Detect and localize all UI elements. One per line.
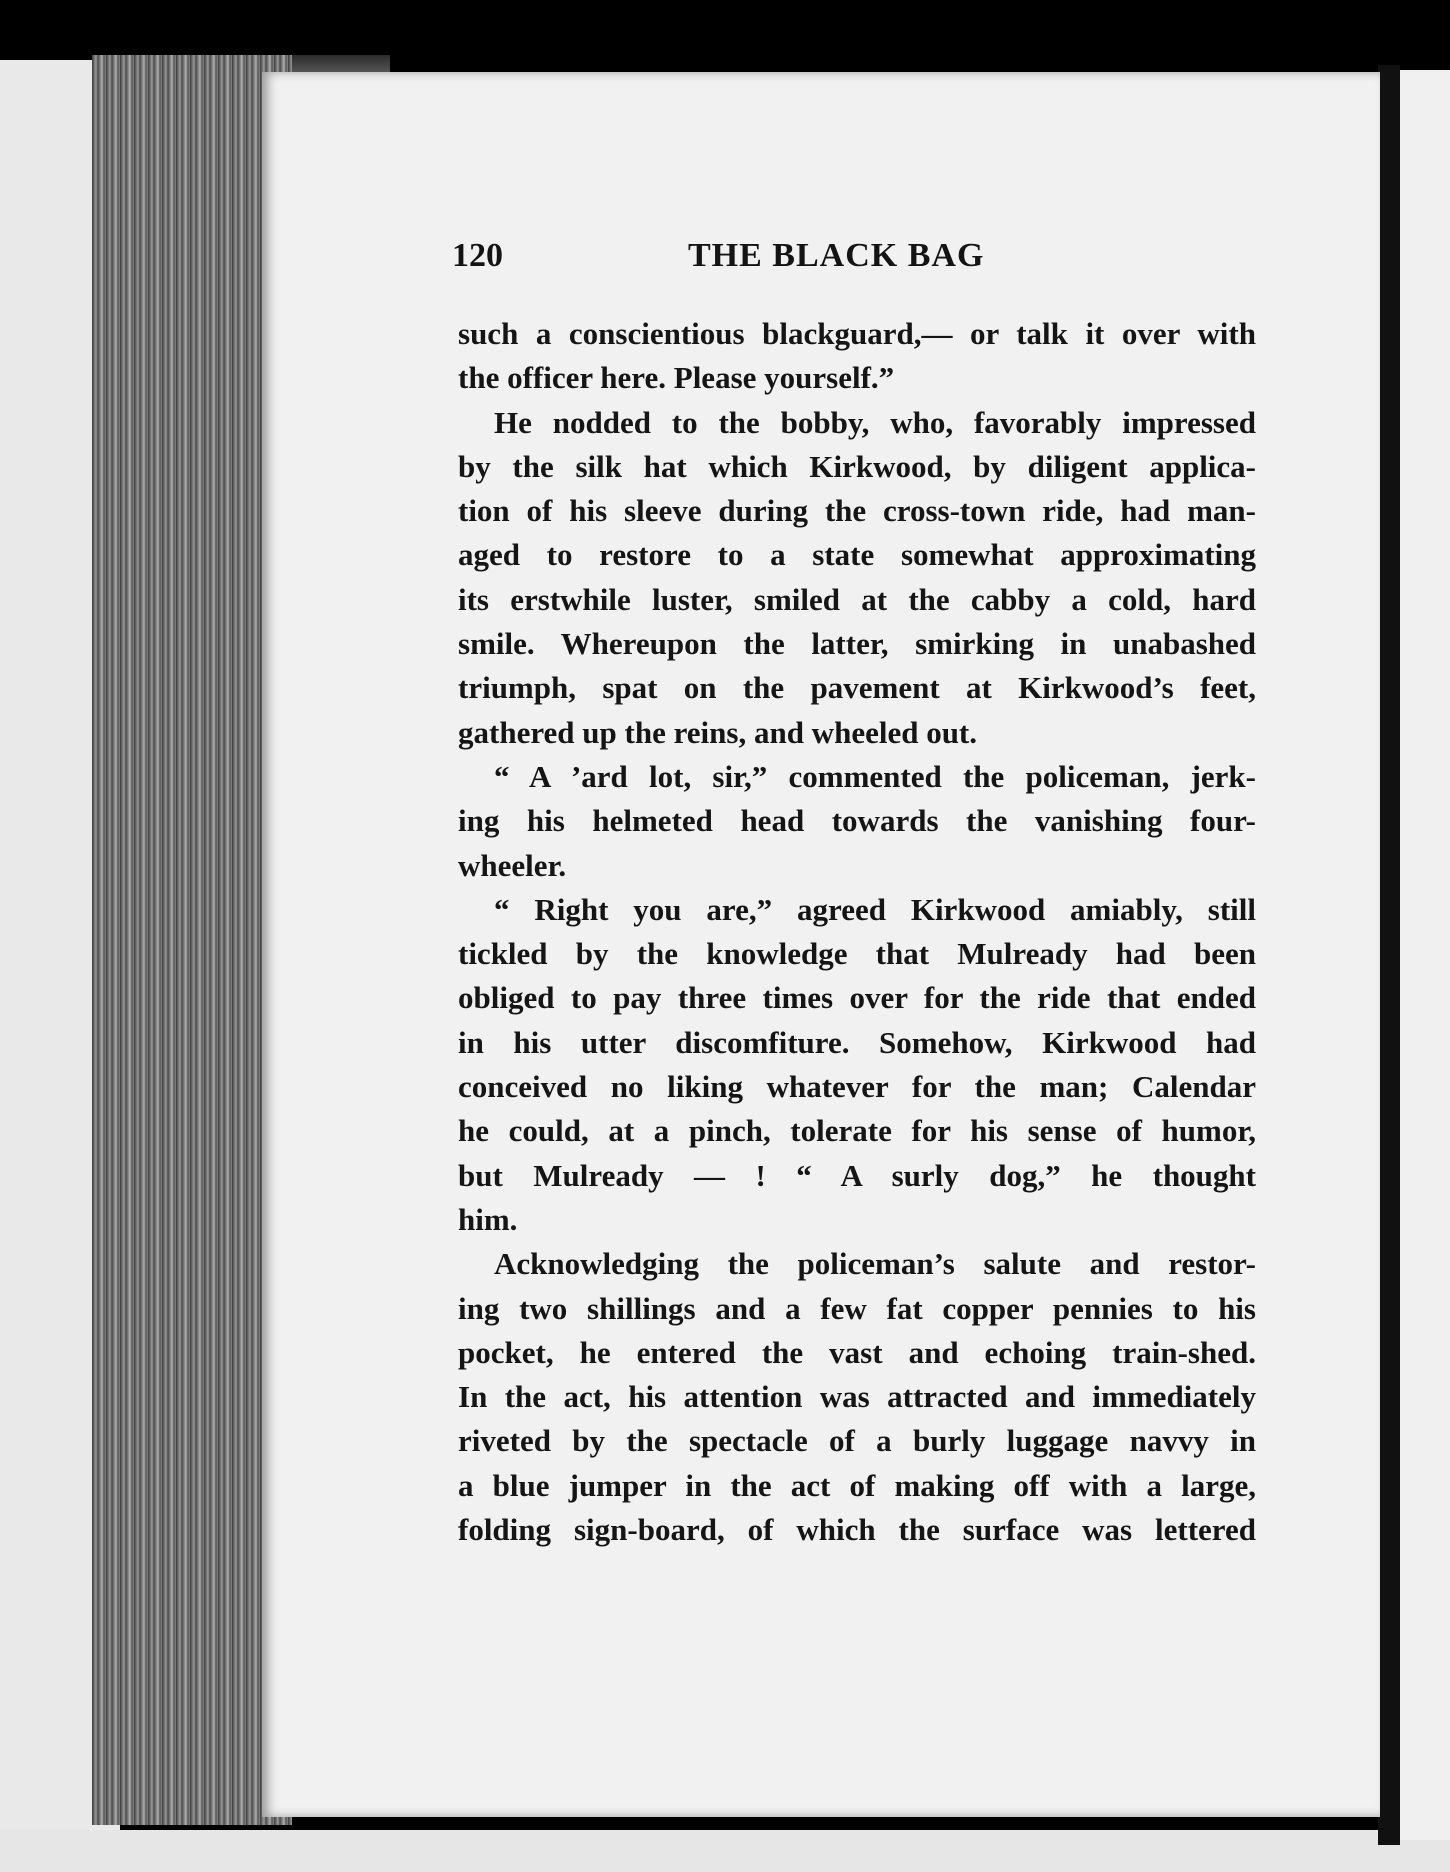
body-text — [458, 312, 1256, 1552]
text-line: obliged to pay three times over for the ride that ended — [458, 980, 1256, 1016]
text-line: aged to restore to a state somewhat approximating — [458, 537, 1256, 573]
text-line: conceived no liking whatever for the man; Calendar — [458, 1069, 1256, 1105]
text-line: Acknowledging the policeman’s salute and restor- — [494, 1246, 1256, 1282]
text-line: tion of his sleeve during the cross-town ride, had man- — [458, 493, 1256, 529]
text-line: riveted by the spectacle of a burly luggage navvy in — [458, 1423, 1256, 1459]
binding-shadow — [1378, 65, 1400, 1845]
text-line: In the act, his attention was attracted and immediately — [458, 1379, 1256, 1415]
running-title: THE BLACK BAG — [688, 237, 985, 274]
text-line: smile. Whereupon the latter, smirking in unabashed — [458, 626, 1256, 662]
text-line: He nodded to the bobby, who, favorably impressed — [494, 404, 1256, 440]
text-line: in his utter discomfiture. Somehow, Kirkwood had — [458, 1024, 1256, 1060]
text-line: by the silk hat which Kirkwood, by diligent applica- — [458, 448, 1256, 484]
text-line: him. — [458, 1201, 518, 1237]
text-line: “ A ’ard lot, sir,” commented the policeman, jerk- — [494, 758, 1256, 794]
text-line: tickled by the knowledge that Mulready had been — [458, 936, 1256, 972]
text-line: its erstwhile luster, smiled at the cabby a cold, hard — [458, 581, 1256, 617]
text-line: “ Right you are,” agreed Kirkwood amiably, still — [494, 891, 1256, 927]
text-line: triumph, spat on the pavement at Kirkwood’s feet, — [458, 670, 1256, 706]
text-line: a blue jumper in the act of making off with a large, — [458, 1467, 1256, 1503]
page-number: 120 — [452, 237, 503, 274]
text-line: wheeler. — [458, 847, 567, 883]
text-line: pocket, he entered the vast and echoing train-shed. — [458, 1334, 1256, 1370]
text-line: folding sign-board, of which the surface was lettered — [458, 1512, 1256, 1548]
text-line: the officer here. Please yourself.” — [458, 360, 895, 396]
facing-page-edge — [1400, 70, 1450, 1840]
text-line: but Mulready — ! “ A surly dog,” he thought — [458, 1157, 1256, 1193]
text-line: gathered up the reins, and wheeled out. — [458, 714, 978, 750]
text-line: ing two shillings and a few fat copper pennies to his — [458, 1290, 1256, 1326]
text-line: ing his helmeted head towards the vanishing four- — [458, 803, 1256, 839]
text-line: he could, at a pinch, tolerate for his sense of humor, — [458, 1113, 1256, 1149]
text-line: such a conscientious blackguard,— or talk it over with — [458, 316, 1256, 351]
backdrop-bottom — [0, 1830, 1450, 1872]
